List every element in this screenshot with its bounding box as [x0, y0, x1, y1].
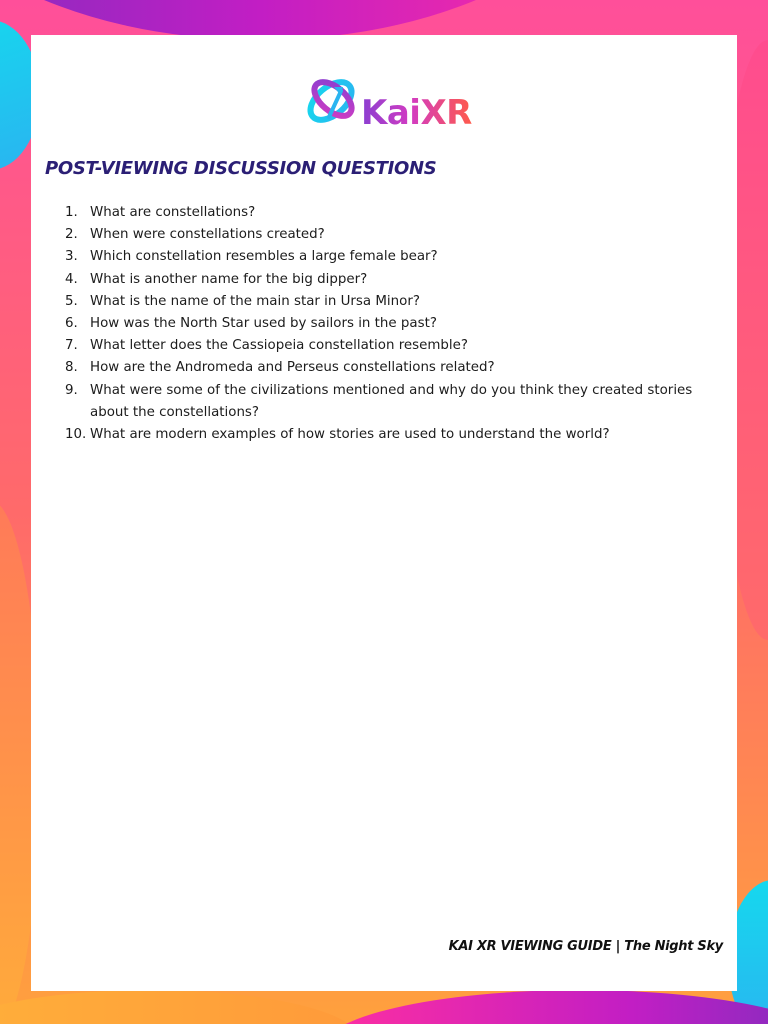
- background-blob-bottom: [320, 990, 768, 1024]
- discussion-questions-list: [65, 202, 715, 446]
- kaixr-logo: [301, 65, 471, 143]
- question-text: What is the name of the main star in Ursa Minor?: [90, 293, 420, 309]
- list-item: [65, 202, 715, 224]
- question-text: Which constellation resembles a large female bear?: [90, 249, 438, 265]
- list-item: [65, 380, 715, 424]
- page-title: POST-VIEWING DISCUSSION QUESTIONS: [45, 158, 437, 179]
- list-item: [65, 246, 715, 268]
- question-text: What is another name for the big dipper?: [90, 271, 368, 287]
- question-number: 9.: [65, 382, 78, 398]
- page-footer: KAI XR VIEWING GUIDE | The Night Sky: [448, 939, 723, 954]
- logo-text: KaiXR: [361, 93, 472, 133]
- question-text: When were constellations created?: [90, 227, 325, 243]
- question-text: How are the Andromeda and Perseus constellations related?: [90, 360, 495, 376]
- question-text: How was the North Star used by sailors in the past?: [90, 316, 437, 332]
- list-item: [65, 335, 715, 357]
- question-number: 4.: [65, 271, 78, 287]
- question-number: 10.: [65, 427, 87, 443]
- question-number: 2.: [65, 227, 78, 243]
- question-number: 5.: [65, 293, 78, 309]
- list-item: [65, 424, 715, 446]
- document-page: [31, 35, 737, 991]
- list-item: [65, 269, 715, 291]
- background-blob-bottom-left: [0, 990, 360, 1024]
- list-item: [65, 313, 715, 335]
- background-blob-top: [0, 0, 620, 40]
- question-text: What were some of the civilizations mentioned and why do you think they created stories about the constellations?: [90, 382, 693, 420]
- question-text: What are constellations?: [90, 205, 256, 220]
- list-item: [65, 291, 715, 313]
- question-number: 6.: [65, 316, 78, 332]
- question-number: 1.: [65, 205, 78, 220]
- question-number: 3.: [65, 249, 78, 265]
- kaixr-logo-icon: [301, 65, 365, 137]
- list-item: [65, 224, 715, 246]
- question-number: 7.: [65, 338, 78, 354]
- question-text: What letter does the Cassiopeia constellation resemble?: [90, 338, 468, 354]
- list-item: [65, 357, 715, 379]
- question-number: 8.: [65, 360, 78, 376]
- question-text: What are modern examples of how stories are used to understand the world?: [90, 427, 610, 443]
